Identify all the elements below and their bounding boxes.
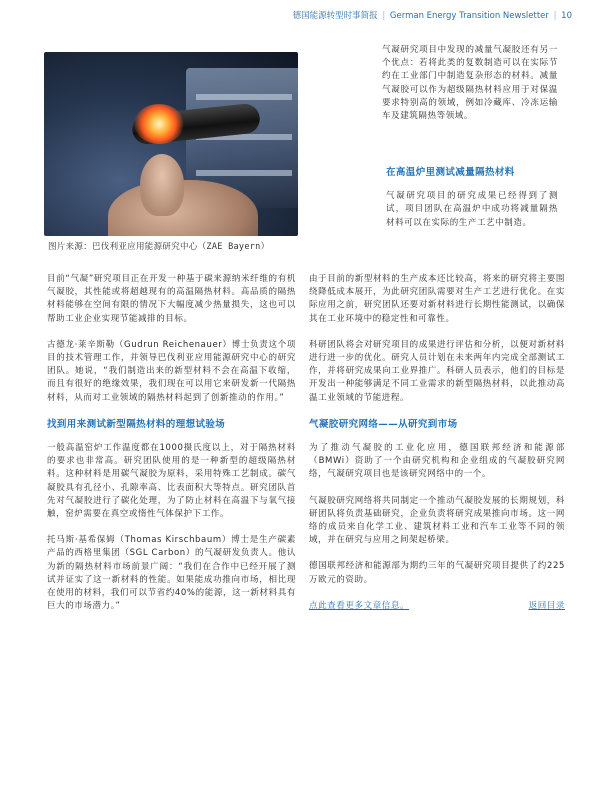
upper-right-column xyxy=(382,44,558,133)
paragraph: 气凝研究项目中发现的减量气凝胶还有另一个优点：若将此类的复数制造可以在实际节约在工业部门中制造复杂形态的材料。减量气凝胶可以作为超级隔热材料应用于对保温要求特别高的领域，例如冷藏库、冷冻运输车及建筑隔热等领域。 xyxy=(382,45,558,122)
left-column xyxy=(47,273,296,626)
paragraph: 气凝胶研究网络将共同制定一个推动气凝胶发展的长期规划，科研团队将负责基础研究，企业负责将研究成果推向市场。这一网络的成员来自化学工业、建筑材料工业和汽车工业等不同的领域，并在研究与应用之间架起桥梁。 xyxy=(309,495,565,546)
paragraph: 科研团队将会对研究项目的成果进行评估和分析，以便对新材料进行进一步的优化。研究人员计划在未来两年内完成全部测试工作，并将研究成果向工业界推广。科研人员表示，他们的目标是开发出一种能够满足不同工业需求的新型隔热材料，以此推动高温工业领域的节能进程。 xyxy=(309,339,565,403)
section-heading: 气凝胶研究网络——从研究到市场 xyxy=(309,418,458,430)
paragraph: 古德龙·莱辛斯勒（Gudrun Reichenauer）博士负责这个项目的技术管理工作，并领导巴伐利亚应用能源研究中心的研究团队。她说，“我们制造出来的新型材料不会在高温下收缩，而且有很好的绝缘效果，我们现在可以用它来研发新一代隔热材料，从而对工业领域的隔热材料起到了创新推动的作用。” xyxy=(47,339,296,403)
back-to-contents-link[interactable]: 返回目录 xyxy=(528,600,565,611)
upper-right-section xyxy=(386,166,558,243)
right-column xyxy=(309,273,565,613)
newsletter-title-en: German Energy Transition Newsletter xyxy=(389,11,549,21)
paragraph: 德国联邦经济和能源部为期约三年的气凝研究项目提供了约225万欧元的资助。 xyxy=(309,561,565,585)
photo-thumb xyxy=(140,154,184,216)
paragraph: 由于目前的新型材料的生产成本还比较高，将来的研究将主要围绕降低成本展开，为此研究团队需要对生产工艺进行优化。在实际应用之前，研究团队还要对新材料进行长期性能测试，以确保其在工业环境中的稳定性和可靠性。 xyxy=(309,274,565,324)
paragraph: 目前“气凝”研究项目正在开发一种基于碳来源纳米纤维的有机气凝胶，其性能或将超越现有的高温隔热材料。高品质的隔热材料能够在空间有限的情况下大幅度减少热量损失，这也可以帮助工业企业实现节能减排的目标。 xyxy=(47,274,296,324)
photo-shelf xyxy=(196,94,292,100)
section-heading: 找到用来测试新型隔热材料的理想试验场 xyxy=(47,418,226,430)
article-photo xyxy=(44,52,298,236)
photo-glow xyxy=(134,104,184,144)
header-separator: | xyxy=(382,11,386,21)
photo-shelf xyxy=(196,170,292,176)
paragraph: 托马斯·基希保姆（Thomas Kirschbaum）博士是生产碳素产品的西格里集团（SGL Carbon）的气凝研发负责人。他认为新的隔热材料市场前景广阔：“我们在合作中已经开展了测试并证实了这一新材料的性能。如果能成功推向市场，相比现在使用的材料，我们可以节省约40%的能源，这一新材料具有巨大的市场潜力。” xyxy=(47,535,296,612)
header-separator-2: | xyxy=(553,11,557,21)
newsletter-header xyxy=(272,9,572,23)
newsletter-title-cn: 德国能源转型时事简报 xyxy=(292,11,378,21)
paragraph: 气凝研究项目的研究成果已经得到了测试，项目团队在高温炉中成功将减量隔热材料可以在实际的生产工艺中制造。 xyxy=(386,191,558,228)
more-info-link[interactable]: 点此查看更多文章信息。 xyxy=(309,600,410,611)
photo-caption: 图片来源：巴伐利亚应用能源研究中心（ZAE Bayern） xyxy=(48,242,270,252)
section-heading: 在高温炉里测试减量隔热材料 xyxy=(386,167,515,178)
page-number: 10 xyxy=(561,11,572,21)
footer-links xyxy=(309,600,565,613)
paragraph: 一般高温窑炉工作温度都在1000摄氏度以上，对于隔热材料的要求也非常高。研究团队使用的是一种新型的超级隔热材料。这种材料是用碳气凝胶为原料，采用特殊工艺制成。碳气凝胶具有孔径小、孔隙率高、比表面积大等特点。研究团队首先对气凝胶进行了碳化处理，为了防止材料在高温下与氧气接触，窑炉需要在真空或惰性气体保护下工作。 xyxy=(47,443,296,520)
paragraph: 为了推动气凝胶的工业化应用，德国联邦经济和能源部（BMWi）资助了一个由研究机构和企业组成的气凝胶研究网络，气凝研究项目也是该研究网络中的一个。 xyxy=(309,443,565,480)
